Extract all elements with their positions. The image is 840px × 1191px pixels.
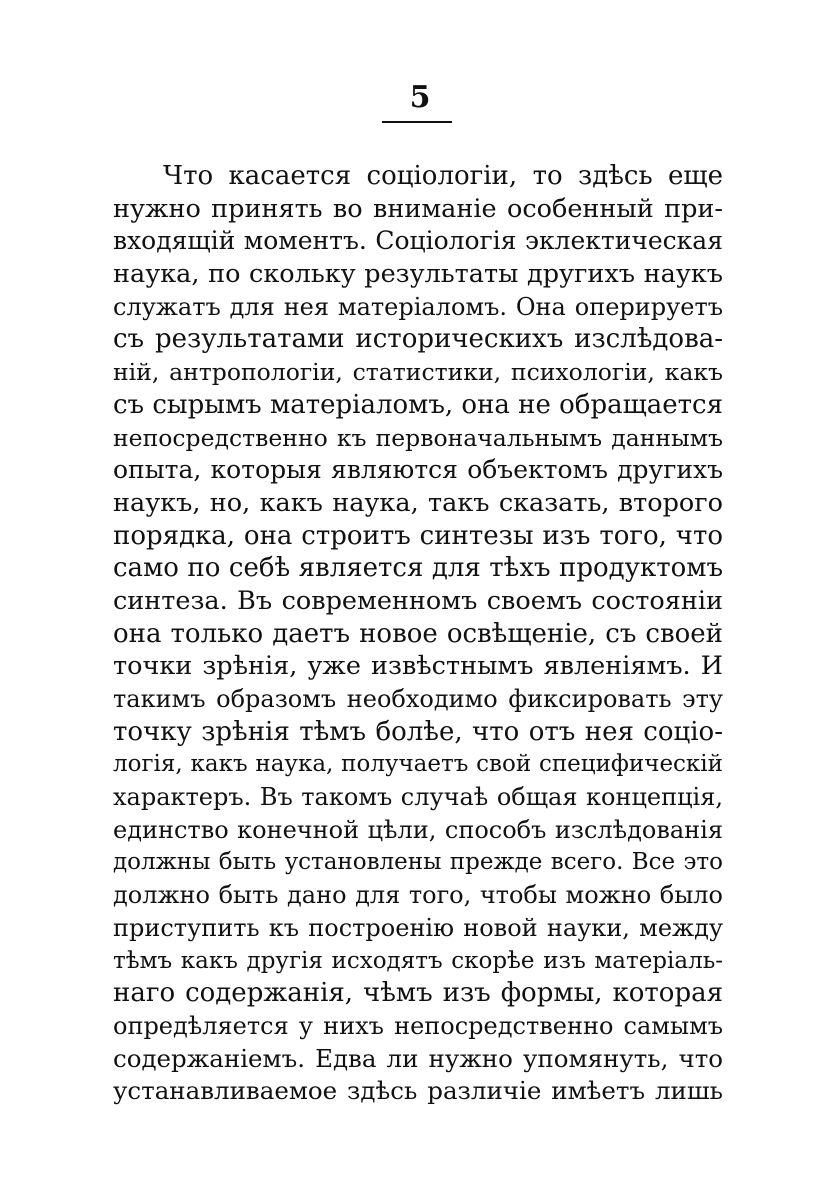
page-number-rule [382, 121, 452, 123]
text-line: содержаніемъ. Едва ли нужно упомянуть, что [113, 1043, 723, 1073]
text-line: опыта, которыя являются объектомъ другихъ [113, 455, 723, 485]
text-line: должны быть установлены прежде всего. Все это [113, 849, 723, 876]
text-line: наука, по скольку результаты другихъ наукъ [113, 259, 723, 290]
text-line: точки зрѣнія, уже извѣстнымъ явленіямъ. И [113, 651, 723, 682]
page-number: 5 [409, 80, 431, 115]
text-line: должно быть дано для того, чтобы можно было [113, 881, 723, 910]
text-line: тѣмъ какъ другія исходятъ скорѣе изъ матеріаль- [113, 947, 723, 974]
text-line: Что касается соціологіи, то здѣсь еще [163, 161, 723, 191]
text-line: нужно принять во вниманіе особенный при- [113, 193, 723, 224]
text-line: приступить къ построенію новой науки, между [113, 913, 723, 942]
text-line: порядка, она строитъ синтезы изъ того, что [113, 520, 723, 551]
text-line: само по себѣ является для тѣхъ продуктомъ [113, 553, 723, 584]
text-line: логія, какъ наука, получаетъ свой специфическій [113, 751, 723, 778]
text-line: она только даетъ новое освѣщеніе, съ своей [113, 618, 723, 649]
text-line: ній, антропологіи, статистики, психологіи, какъ [113, 358, 723, 387]
text-line: устанавливаемое здѣсь различіе имѣетъ лишь [113, 1076, 723, 1106]
text-line: наго содержанія, чѣмъ изъ формы, которая [113, 978, 723, 1009]
text-line: единство конечной цѣли, способъ изслѣдованія [113, 815, 723, 844]
text-line: синтеза. Въ современномъ своемъ состояніи [113, 585, 723, 616]
text-line: непосредственно къ первоначальнымъ даннымъ [113, 423, 723, 452]
text-line: входящій моментъ. Соціологія эклектическая [113, 226, 723, 256]
text-line: служатъ для нея матеріаломъ. Она оперируетъ [113, 292, 723, 321]
text-line: характеръ. Въ такомъ случаѣ общая концепція, [113, 783, 723, 812]
text-body [113, 160, 723, 1108]
text-line: точку зрѣнія тѣмъ болѣе, что отъ нея соціо- [113, 716, 723, 747]
text-line: опредѣляется у нихъ непосредственно самымъ [113, 1011, 723, 1040]
text-line: наукъ, но, какъ наука, такъ сказать, второго [113, 487, 723, 518]
text-line: съ результатами историческихъ изслѣдова- [113, 324, 723, 355]
text-line: съ сырымъ матеріаломъ, она не обращается [113, 389, 723, 420]
text-line: такимъ образомъ необходимо фиксировать эту [113, 685, 723, 713]
